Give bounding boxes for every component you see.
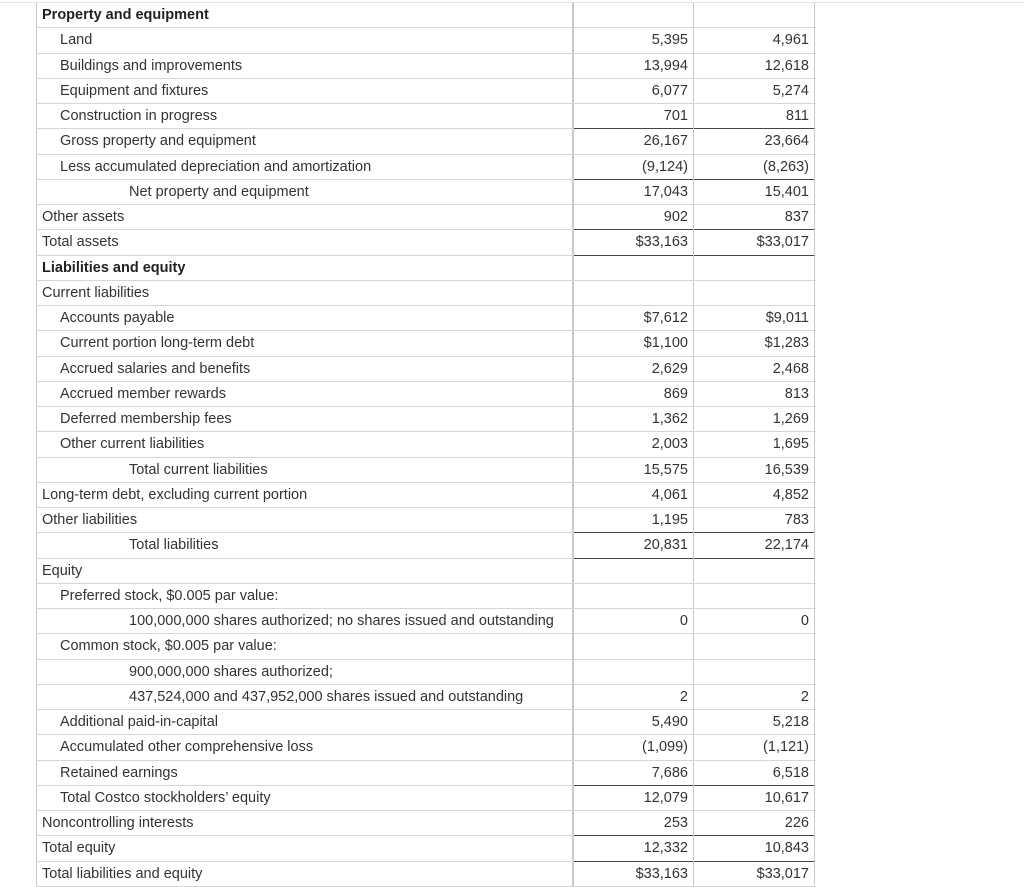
row-label: Current portion long-term debt bbox=[36, 331, 573, 355]
value-current-year: 902 bbox=[573, 205, 694, 229]
value-prior-year bbox=[694, 281, 815, 305]
table-row bbox=[36, 458, 816, 483]
row-label: Accumulated other comprehensive loss bbox=[36, 735, 573, 759]
value-current-year bbox=[573, 281, 694, 305]
value-current-year bbox=[573, 3, 694, 27]
balance-sheet-table bbox=[36, 3, 816, 887]
value-current-year: 2,629 bbox=[573, 357, 694, 381]
table-row bbox=[36, 256, 816, 281]
row-label: Other current liabilities bbox=[36, 432, 573, 456]
row-label: Other liabilities bbox=[36, 508, 573, 532]
value-current-year: $33,163 bbox=[573, 230, 694, 254]
value-prior-year: 811 bbox=[694, 104, 815, 128]
value-current-year: (9,124) bbox=[573, 155, 694, 179]
row-label: Total liabilities bbox=[36, 533, 573, 557]
table-row bbox=[36, 584, 816, 609]
row-label: Common stock, $0.005 par value: bbox=[36, 634, 573, 658]
value-prior-year: 2 bbox=[694, 685, 815, 709]
table-row bbox=[36, 54, 816, 79]
value-prior-year: 1,269 bbox=[694, 407, 815, 431]
table-row bbox=[36, 432, 816, 457]
table-row bbox=[36, 79, 816, 104]
value-prior-year bbox=[694, 634, 815, 658]
row-label: Total liabilities and equity bbox=[36, 862, 573, 886]
row-label: Total assets bbox=[36, 230, 573, 254]
value-current-year: 253 bbox=[573, 811, 694, 835]
table-row bbox=[36, 357, 816, 382]
row-label: Gross property and equipment bbox=[36, 129, 573, 153]
value-prior-year: 6,518 bbox=[694, 761, 815, 785]
row-label: Other assets bbox=[36, 205, 573, 229]
value-prior-year: 2,468 bbox=[694, 357, 815, 381]
value-current-year: 20,831 bbox=[573, 533, 694, 557]
table-row bbox=[36, 811, 816, 836]
value-prior-year: 226 bbox=[694, 811, 815, 835]
value-current-year: 701 bbox=[573, 104, 694, 128]
table-row bbox=[36, 407, 816, 432]
row-label: Less accumulated depreciation and amortization bbox=[36, 155, 573, 179]
row-label: Accounts payable bbox=[36, 306, 573, 330]
value-current-year: 17,043 bbox=[573, 180, 694, 204]
table-row bbox=[36, 180, 816, 205]
value-current-year bbox=[573, 660, 694, 684]
value-prior-year: 12,618 bbox=[694, 54, 815, 78]
table-row bbox=[36, 382, 816, 407]
value-current-year bbox=[573, 584, 694, 608]
value-prior-year: 22,174 bbox=[694, 533, 815, 557]
value-current-year: 4,061 bbox=[573, 483, 694, 507]
value-prior-year: 4,852 bbox=[694, 483, 815, 507]
value-prior-year: $1,283 bbox=[694, 331, 815, 355]
value-prior-year: 1,695 bbox=[694, 432, 815, 456]
table-row bbox=[36, 28, 816, 53]
value-prior-year: 23,664 bbox=[694, 129, 815, 153]
value-current-year: 1,362 bbox=[573, 407, 694, 431]
table-row bbox=[36, 685, 816, 710]
value-current-year: 7,686 bbox=[573, 761, 694, 785]
section-heading: Property and equipment bbox=[36, 3, 573, 27]
value-prior-year: $33,017 bbox=[694, 862, 815, 886]
table-row bbox=[36, 786, 816, 811]
value-current-year bbox=[573, 559, 694, 583]
value-prior-year: 16,539 bbox=[694, 458, 815, 482]
value-current-year: 13,994 bbox=[573, 54, 694, 78]
row-label: Land bbox=[36, 28, 573, 52]
row-label: Long-term debt, excluding current portion bbox=[36, 483, 573, 507]
value-current-year: 1,195 bbox=[573, 508, 694, 532]
row-label: 100,000,000 shares authorized; no shares issued and outstanding bbox=[36, 609, 573, 633]
row-label: Retained earnings bbox=[36, 761, 573, 785]
table-row bbox=[36, 735, 816, 760]
row-label: Buildings and improvements bbox=[36, 54, 573, 78]
row-label: Total equity bbox=[36, 836, 573, 860]
value-prior-year: (8,263) bbox=[694, 155, 815, 179]
value-prior-year: 10,843 bbox=[694, 836, 815, 860]
row-label: 437,524,000 and 437,952,000 shares issued and outstanding bbox=[36, 685, 573, 709]
table-row bbox=[36, 609, 816, 634]
table-row bbox=[36, 761, 816, 786]
value-prior-year: $9,011 bbox=[694, 306, 815, 330]
table-row bbox=[36, 710, 816, 735]
value-prior-year: $33,017 bbox=[694, 230, 815, 254]
row-label: 900,000,000 shares authorized; bbox=[36, 660, 573, 684]
value-current-year: 2,003 bbox=[573, 432, 694, 456]
value-prior-year bbox=[694, 584, 815, 608]
value-prior-year bbox=[694, 559, 815, 583]
value-current-year: $1,100 bbox=[573, 331, 694, 355]
value-prior-year: 783 bbox=[694, 508, 815, 532]
row-label: Equity bbox=[36, 559, 573, 583]
value-current-year bbox=[573, 256, 694, 280]
row-label: Deferred membership fees bbox=[36, 407, 573, 431]
value-current-year bbox=[573, 634, 694, 658]
table-row bbox=[36, 533, 816, 558]
table-row bbox=[36, 836, 816, 861]
row-label: Total Costco stockholders’ equity bbox=[36, 786, 573, 810]
table-row bbox=[36, 3, 816, 28]
value-prior-year: 5,274 bbox=[694, 79, 815, 103]
value-current-year: $33,163 bbox=[573, 862, 694, 886]
table-row bbox=[36, 634, 816, 659]
row-label: Total current liabilities bbox=[36, 458, 573, 482]
row-label: Net property and equipment bbox=[36, 180, 573, 204]
table-row bbox=[36, 483, 816, 508]
table-row bbox=[36, 559, 816, 584]
table-row bbox=[36, 129, 816, 154]
table-row bbox=[36, 508, 816, 533]
row-label: Noncontrolling interests bbox=[36, 811, 573, 835]
value-current-year: 2 bbox=[573, 685, 694, 709]
row-label: Construction in progress bbox=[36, 104, 573, 128]
row-label: Additional paid-in-capital bbox=[36, 710, 573, 734]
value-current-year: 5,490 bbox=[573, 710, 694, 734]
value-prior-year: 15,401 bbox=[694, 180, 815, 204]
value-prior-year: 813 bbox=[694, 382, 815, 406]
value-current-year: $7,612 bbox=[573, 306, 694, 330]
table-row bbox=[36, 104, 816, 129]
table-row bbox=[36, 331, 816, 356]
value-current-year: 0 bbox=[573, 609, 694, 633]
value-prior-year: (1,121) bbox=[694, 735, 815, 759]
value-prior-year: 5,218 bbox=[694, 710, 815, 734]
value-current-year: 15,575 bbox=[573, 458, 694, 482]
row-label: Accrued salaries and benefits bbox=[36, 357, 573, 381]
value-current-year: 869 bbox=[573, 382, 694, 406]
value-prior-year bbox=[694, 3, 815, 27]
value-current-year: 12,332 bbox=[573, 836, 694, 860]
row-label: Accrued member rewards bbox=[36, 382, 573, 406]
value-prior-year: 0 bbox=[694, 609, 815, 633]
row-label: Equipment and fixtures bbox=[36, 79, 573, 103]
value-prior-year: 10,617 bbox=[694, 786, 815, 810]
section-heading: Liabilities and equity bbox=[36, 256, 573, 280]
value-prior-year: 837 bbox=[694, 205, 815, 229]
row-label: Preferred stock, $0.005 par value: bbox=[36, 584, 573, 608]
value-prior-year bbox=[694, 256, 815, 280]
table-row bbox=[36, 230, 816, 255]
value-current-year: 6,077 bbox=[573, 79, 694, 103]
value-current-year: 5,395 bbox=[573, 28, 694, 52]
value-prior-year bbox=[694, 660, 815, 684]
table-row bbox=[36, 306, 816, 331]
table-row bbox=[36, 155, 816, 180]
value-prior-year: 4,961 bbox=[694, 28, 815, 52]
table-row bbox=[36, 660, 816, 685]
value-current-year: 26,167 bbox=[573, 129, 694, 153]
table-row bbox=[36, 862, 816, 887]
row-label: Current liabilities bbox=[36, 281, 573, 305]
table-row bbox=[36, 205, 816, 230]
table-row bbox=[36, 281, 816, 306]
value-current-year: (1,099) bbox=[573, 735, 694, 759]
value-current-year: 12,079 bbox=[573, 786, 694, 810]
